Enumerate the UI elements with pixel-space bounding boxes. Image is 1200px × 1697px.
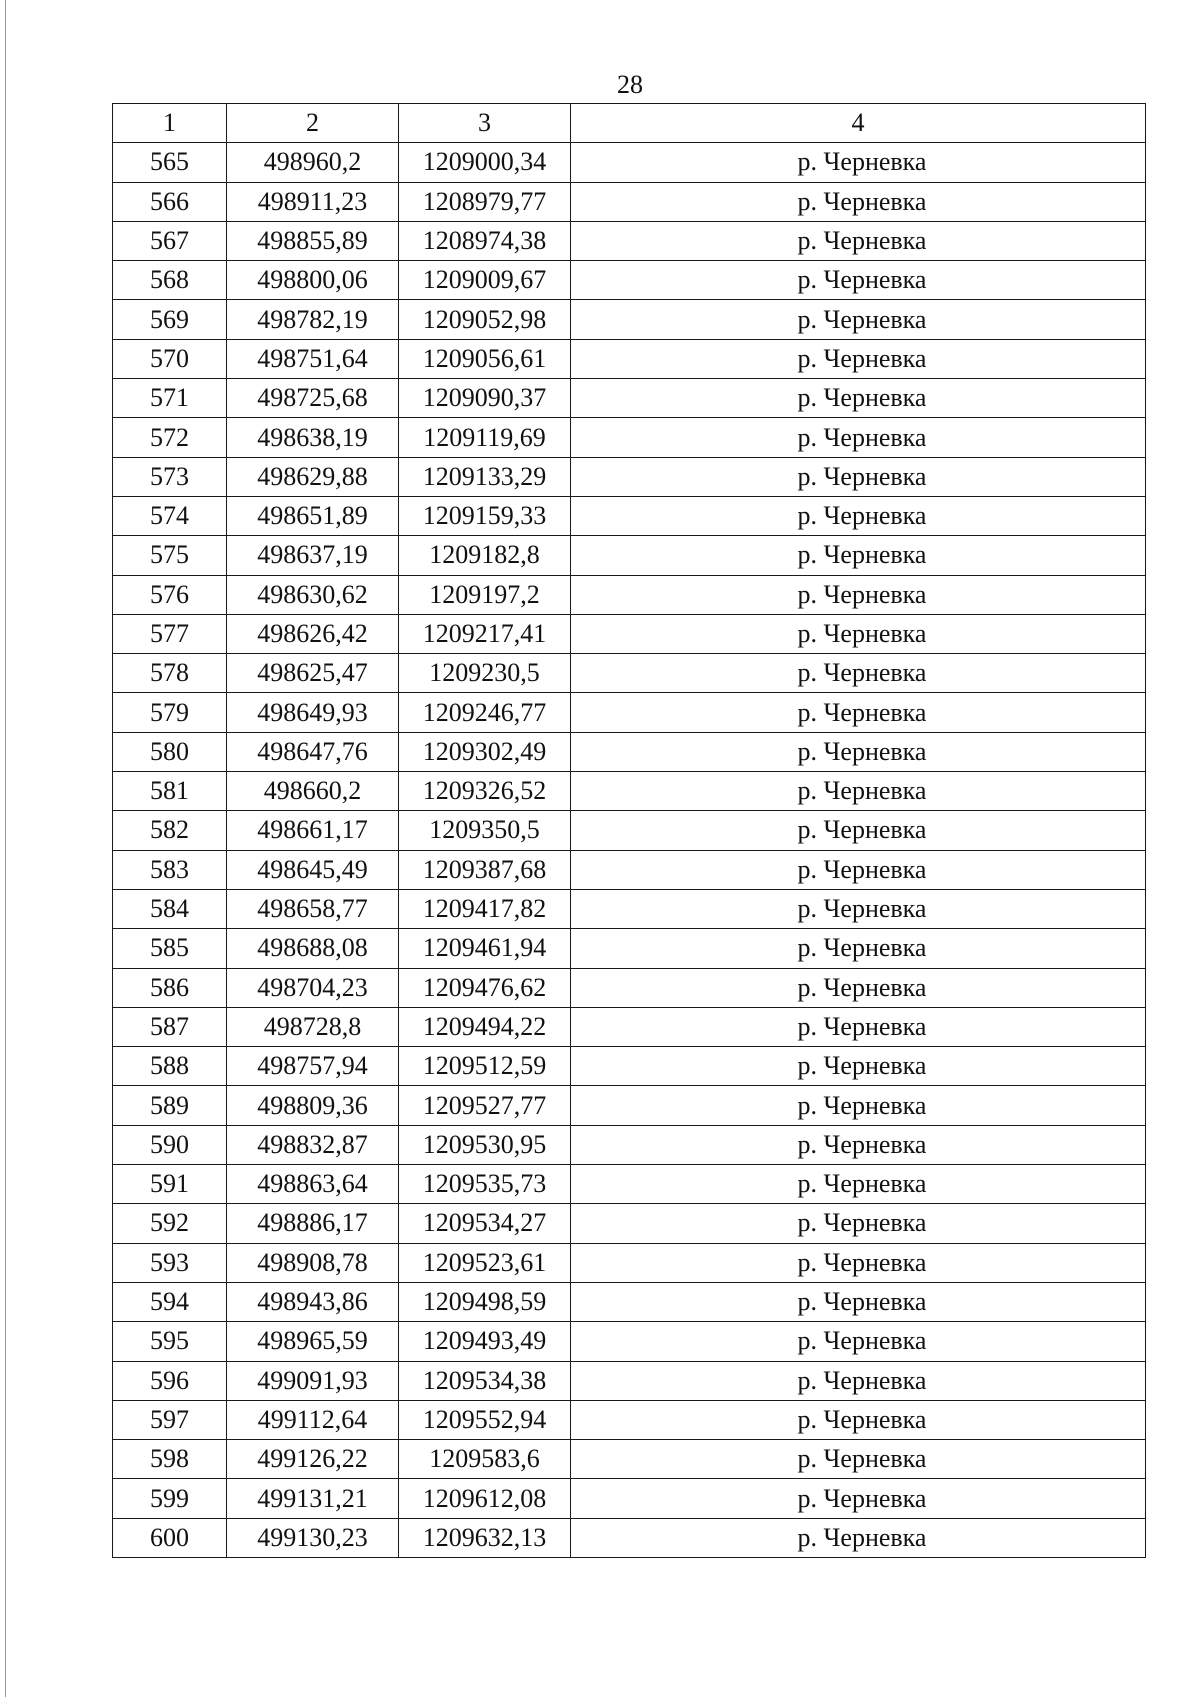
coordinate-x-cell: 499130,23 (227, 1518, 399, 1557)
description-cell: р. Черневка (571, 418, 1146, 457)
point-number-cell: 597 (113, 1400, 227, 1439)
point-number-cell: 588 (113, 1047, 227, 1086)
table-row (113, 1322, 1146, 1361)
point-number-cell: 570 (113, 339, 227, 378)
column-header-3: 3 (399, 104, 571, 143)
coordinate-x-cell: 498629,88 (227, 457, 399, 496)
coordinate-y-cell: 1209350,5 (399, 811, 571, 850)
description-cell: р. Черневка (571, 732, 1146, 771)
description-cell: р. Черневка (571, 1007, 1146, 1046)
coordinate-y-cell: 1209476,62 (399, 968, 571, 1007)
point-number-cell: 587 (113, 1007, 227, 1046)
coordinate-y-cell: 1209534,27 (399, 1204, 571, 1243)
description-cell: р. Черневка (571, 221, 1146, 260)
description-cell: р. Черневка (571, 614, 1146, 653)
coordinate-y-cell: 1209159,33 (399, 496, 571, 535)
table-row (113, 693, 1146, 732)
table-row (113, 536, 1146, 575)
point-number-cell: 585 (113, 929, 227, 968)
description-cell: р. Черневка (571, 654, 1146, 693)
description-cell: р. Черневка (571, 182, 1146, 221)
coordinate-x-cell: 498688,08 (227, 929, 399, 968)
table-row (113, 339, 1146, 378)
description-cell: р. Черневка (571, 496, 1146, 535)
coordinate-y-cell: 1209530,95 (399, 1125, 571, 1164)
coordinate-y-cell: 1209535,73 (399, 1165, 571, 1204)
point-number-cell: 565 (113, 143, 227, 182)
point-number-cell: 575 (113, 536, 227, 575)
column-header-2: 2 (227, 104, 399, 143)
description-cell: р. Черневка (571, 1479, 1146, 1518)
point-number-cell: 589 (113, 1086, 227, 1125)
coordinate-x-cell: 498626,42 (227, 614, 399, 653)
coordinate-x-cell: 498630,62 (227, 575, 399, 614)
point-number-cell: 568 (113, 261, 227, 300)
coordinate-x-cell: 499131,21 (227, 1479, 399, 1518)
description-cell: р. Черневка (571, 1086, 1146, 1125)
coordinate-x-cell: 498661,17 (227, 811, 399, 850)
coordinate-x-cell: 498908,78 (227, 1243, 399, 1282)
coordinate-x-cell: 498649,93 (227, 693, 399, 732)
coordinate-x-cell: 498658,77 (227, 889, 399, 928)
coordinate-y-cell: 1209552,94 (399, 1400, 571, 1439)
point-number-cell: 579 (113, 693, 227, 732)
coordinate-x-cell: 498855,89 (227, 221, 399, 260)
coordinates-table (112, 103, 1146, 1558)
coordinate-y-cell: 1208974,38 (399, 221, 571, 260)
description-cell: р. Черневка (571, 1361, 1146, 1400)
table-row (113, 968, 1146, 1007)
coordinate-x-cell: 498832,87 (227, 1125, 399, 1164)
table-row (113, 889, 1146, 928)
coordinate-y-cell: 1209387,68 (399, 850, 571, 889)
point-number-cell: 599 (113, 1479, 227, 1518)
description-cell: р. Черневка (571, 929, 1146, 968)
coordinate-x-cell: 498637,19 (227, 536, 399, 575)
coordinate-x-cell: 498638,19 (227, 418, 399, 457)
coordinate-y-cell: 1209461,94 (399, 929, 571, 968)
point-number-cell: 590 (113, 1125, 227, 1164)
coordinate-x-cell: 498757,94 (227, 1047, 399, 1086)
table-row (113, 929, 1146, 968)
table-row (113, 496, 1146, 535)
coordinate-x-cell: 498911,23 (227, 182, 399, 221)
point-number-cell: 595 (113, 1322, 227, 1361)
table-row (113, 261, 1146, 300)
coordinate-x-cell: 498800,06 (227, 261, 399, 300)
point-number-cell: 598 (113, 1440, 227, 1479)
point-number-cell: 578 (113, 654, 227, 693)
coordinate-y-cell: 1209052,98 (399, 300, 571, 339)
coordinate-y-cell: 1209090,37 (399, 379, 571, 418)
coordinate-y-cell: 1209000,34 (399, 143, 571, 182)
description-cell: р. Черневка (571, 1243, 1146, 1282)
description-cell: р. Черневка (571, 1204, 1146, 1243)
description-cell: р. Черневка (571, 300, 1146, 339)
table-row (113, 1361, 1146, 1400)
coordinate-x-cell: 498645,49 (227, 850, 399, 889)
description-cell: р. Черневка (571, 968, 1146, 1007)
point-number-cell: 569 (113, 300, 227, 339)
column-header-1: 1 (113, 104, 227, 143)
point-number-cell: 593 (113, 1243, 227, 1282)
point-number-cell: 596 (113, 1361, 227, 1400)
table-row (113, 1518, 1146, 1557)
coordinate-x-cell: 498704,23 (227, 968, 399, 1007)
coordinate-y-cell: 1209197,2 (399, 575, 571, 614)
scan-edge-line (5, 0, 6, 1697)
table-row (113, 182, 1146, 221)
column-header-4: 4 (571, 104, 1146, 143)
table-row (113, 1047, 1146, 1086)
point-number-cell: 571 (113, 379, 227, 418)
coordinate-x-cell: 498960,2 (227, 143, 399, 182)
table-row (113, 1007, 1146, 1046)
coordinate-y-cell: 1209326,52 (399, 772, 571, 811)
table-body (113, 143, 1146, 1558)
coordinate-y-cell: 1209583,6 (399, 1440, 571, 1479)
description-cell: р. Черневка (571, 1047, 1146, 1086)
table-row (113, 1440, 1146, 1479)
table-row (113, 1282, 1146, 1321)
table-row (113, 1400, 1146, 1439)
table-row (113, 850, 1146, 889)
description-cell: р. Черневка (571, 1165, 1146, 1204)
coordinate-x-cell: 498863,64 (227, 1165, 399, 1204)
coordinate-y-cell: 1209056,61 (399, 339, 571, 378)
description-cell: р. Черневка (571, 811, 1146, 850)
point-number-cell: 581 (113, 772, 227, 811)
coordinate-y-cell: 1209182,8 (399, 536, 571, 575)
point-number-cell: 592 (113, 1204, 227, 1243)
table-row (113, 1243, 1146, 1282)
coordinate-x-cell: 498651,89 (227, 496, 399, 535)
description-cell: р. Черневка (571, 1282, 1146, 1321)
table-row (113, 1204, 1146, 1243)
table-row (113, 811, 1146, 850)
coordinate-x-cell: 498886,17 (227, 1204, 399, 1243)
table-row (113, 1479, 1146, 1518)
coordinate-x-cell: 499091,93 (227, 1361, 399, 1400)
coordinate-y-cell: 1209493,49 (399, 1322, 571, 1361)
coordinate-y-cell: 1209230,5 (399, 654, 571, 693)
coordinate-y-cell: 1209494,22 (399, 1007, 571, 1046)
coordinate-y-cell: 1209133,29 (399, 457, 571, 496)
description-cell: р. Черневка (571, 379, 1146, 418)
table-row (113, 614, 1146, 653)
table-row (113, 1165, 1146, 1204)
description-cell: р. Черневка (571, 850, 1146, 889)
point-number-cell: 574 (113, 496, 227, 535)
coordinate-x-cell: 498625,47 (227, 654, 399, 693)
coordinate-y-cell: 1209302,49 (399, 732, 571, 771)
table-row (113, 654, 1146, 693)
coordinate-y-cell: 1209009,67 (399, 261, 571, 300)
description-cell: р. Черневка (571, 889, 1146, 928)
coordinate-x-cell: 499112,64 (227, 1400, 399, 1439)
point-number-cell: 580 (113, 732, 227, 771)
coordinate-x-cell: 499126,22 (227, 1440, 399, 1479)
table-row (113, 418, 1146, 457)
description-cell: р. Черневка (571, 1125, 1146, 1164)
point-number-cell: 566 (113, 182, 227, 221)
description-cell: р. Черневка (571, 772, 1146, 811)
table-header-row (113, 104, 1146, 143)
coordinate-x-cell: 498965,59 (227, 1322, 399, 1361)
coordinate-x-cell: 498751,64 (227, 339, 399, 378)
table-row (113, 772, 1146, 811)
coordinate-x-cell: 498647,76 (227, 732, 399, 771)
coordinate-y-cell: 1209534,38 (399, 1361, 571, 1400)
table-row (113, 379, 1146, 418)
coordinate-x-cell: 498725,68 (227, 379, 399, 418)
point-number-cell: 584 (113, 889, 227, 928)
coordinate-x-cell: 498660,2 (227, 772, 399, 811)
point-number-cell: 572 (113, 418, 227, 457)
point-number-cell: 591 (113, 1165, 227, 1204)
coordinate-y-cell: 1208979,77 (399, 182, 571, 221)
table-row (113, 300, 1146, 339)
point-number-cell: 573 (113, 457, 227, 496)
coordinate-y-cell: 1209612,08 (399, 1479, 571, 1518)
coordinate-y-cell: 1209119,69 (399, 418, 571, 457)
point-number-cell: 582 (113, 811, 227, 850)
point-number-cell: 600 (113, 1518, 227, 1557)
description-cell: р. Черневка (571, 339, 1146, 378)
description-cell: р. Черневка (571, 1440, 1146, 1479)
coordinate-y-cell: 1209417,82 (399, 889, 571, 928)
description-cell: р. Черневка (571, 143, 1146, 182)
table-row (113, 1086, 1146, 1125)
coordinate-x-cell: 498728,8 (227, 1007, 399, 1046)
table-row (113, 1125, 1146, 1164)
table-row (113, 221, 1146, 260)
description-cell: р. Черневка (571, 1400, 1146, 1439)
coordinate-y-cell: 1209512,59 (399, 1047, 571, 1086)
page-number: 28 (617, 70, 643, 99)
table-row (113, 143, 1146, 182)
coordinate-y-cell: 1209498,59 (399, 1282, 571, 1321)
point-number-cell: 567 (113, 221, 227, 260)
description-cell: р. Черневка (571, 1322, 1146, 1361)
coordinate-x-cell: 498943,86 (227, 1282, 399, 1321)
description-cell: р. Черневка (571, 575, 1146, 614)
table-row (113, 575, 1146, 614)
description-cell: р. Черневка (571, 457, 1146, 496)
coordinate-x-cell: 498782,19 (227, 300, 399, 339)
coordinate-y-cell: 1209523,61 (399, 1243, 571, 1282)
description-cell: р. Черневка (571, 536, 1146, 575)
point-number-cell: 586 (113, 968, 227, 1007)
coordinate-y-cell: 1209527,77 (399, 1086, 571, 1125)
description-cell: р. Черневка (571, 261, 1146, 300)
coordinate-y-cell: 1209217,41 (399, 614, 571, 653)
coordinate-x-cell: 498809,36 (227, 1086, 399, 1125)
point-number-cell: 594 (113, 1282, 227, 1321)
description-cell: р. Черневка (571, 1518, 1146, 1557)
description-cell: р. Черневка (571, 693, 1146, 732)
coordinate-y-cell: 1209632,13 (399, 1518, 571, 1557)
table-row (113, 732, 1146, 771)
point-number-cell: 576 (113, 575, 227, 614)
point-number-cell: 583 (113, 850, 227, 889)
table-row (113, 457, 1146, 496)
point-number-cell: 577 (113, 614, 227, 653)
coordinate-y-cell: 1209246,77 (399, 693, 571, 732)
